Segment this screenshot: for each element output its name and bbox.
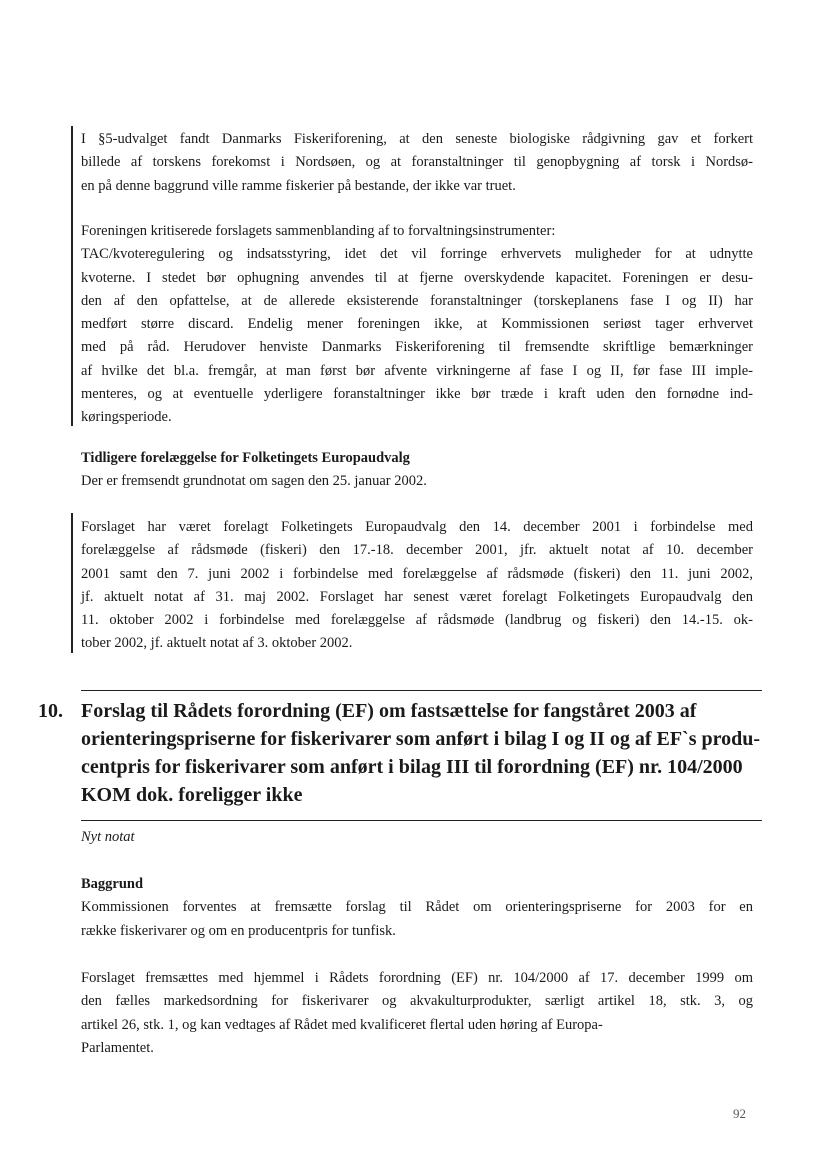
paragraph-foreningen	[81, 220, 753, 430]
change-bar-2	[71, 513, 73, 653]
text-line: tober 2002, jf. aktuelt notat af 3. oktober 2002.	[81, 635, 353, 652]
text-line: Forslaget fremsættes med hjemmel i Rådets forordning (EF) nr. 104/2000 af 17. december 1999 om	[81, 970, 753, 986]
text-line: den fælles markedsordning for fiskerivarer og akvakulturprodukter, særligt artikel 18, stk. 3, og	[81, 993, 753, 1010]
section-rule-top	[81, 690, 762, 691]
text-line: billede af torskens forekomst i Nordsøen, og at foranstaltninger til genopbygning af torsk i Nordsø-	[81, 154, 753, 171]
paragraph-hjemmel	[81, 967, 753, 1060]
text-line: kvoterne. I stedet bør ophugning anvendes til at fjerne overskydende kapacitet. Foreningen er desu-	[81, 269, 753, 286]
text-line: medført større discard. Endelig mener foreningen ikke, at Kommissionen seriøst tager erhvervet	[81, 316, 753, 333]
text-line: med på råd. Herudover henviste Danmarks Fiskeriforening til fremsendte skriftlige bemærkninger	[81, 339, 753, 356]
section-subheading: Tidligere forelæggelse for Folketingets Europaudvalg	[81, 450, 410, 466]
page-number: 92	[733, 1106, 746, 1121]
text-line: I §5-udvalget fandt Danmarks Fiskeriforening, at den seneste biologiske rådgivning gav et forkert	[81, 131, 753, 147]
text-line: Der er fremsendt grundnotat om sagen den 25. januar 2002.	[81, 473, 427, 490]
section-title	[81, 697, 761, 809]
text-line: artikel 26, stk. 1, og kan vedtages af Rådet med kvalificeret flertal uden høring af Europa-	[81, 1016, 603, 1033]
change-bar-1	[71, 126, 73, 426]
text-line: Forslaget har været forelagt Folketingets Europaudvalg den 14. december 2001 i forbindelse med	[81, 519, 753, 535]
text-line: Kommissionen forventes at fremsætte forslag til Rådet om orienteringspriserne for 2003 for en	[81, 899, 753, 916]
section-rule-bottom	[81, 820, 762, 821]
paragraph-tidligere	[81, 447, 753, 494]
text-line: jf. aktuelt notat af 31. maj 2002. Forslaget har senest været forelagt Folketingets Europaudvalg den	[81, 588, 753, 605]
text-line: køringsperiode.	[81, 409, 172, 426]
section-title-line: Forslag til Rådets forordning (EF) om fastsættelse for fangståret 2003 af	[81, 700, 697, 722]
paragraph-baggrund	[81, 873, 753, 943]
text-line: 2001 samt den 7. juni 2002 i forbindelse med forelæggelse af rådsmøde (fiskeri) den 11. juni 2002,	[81, 565, 753, 582]
section-title-line: KOM dok. foreligger ikke	[81, 784, 303, 806]
text-line: menteres, og at eventuelle yderligere foranstaltninger ikke bør træde i kraft uden den fornødne ind-	[81, 386, 753, 403]
paragraph-udvalg	[81, 128, 753, 198]
section-title-line: orienteringspriserne for fiskerivarer som anført i bilag I og II og af EF`s produ-	[81, 728, 761, 750]
text-line: en på denne baggrund ville ramme fiskerier på bestande, der ikke var truet.	[81, 177, 516, 194]
text-line: af hvilke det bl.a. fremgår, at man først bør afvente virkningerne af fase I og II, før fase III imple-	[81, 362, 753, 379]
section-title-line: centpris for fiskerivarer som anført i bilag III til forordning (EF) nr. 104/2000	[81, 756, 743, 778]
section-number: 10.	[38, 700, 63, 722]
text-line: den af den opfattelse, at de allerede eksisterende foranstaltninger (torskeplanens fase I og II) har	[81, 292, 753, 309]
text-line: 11. oktober 2002 i forbindelse med forelæggelse af rådsmøde (landbrug og fiskeri) den 14.-15. ok-	[81, 612, 753, 629]
text-line: Foreningen kritiserede forslagets sammenblanding af to forvaltningsinstrumenter:	[81, 223, 556, 239]
text-line: Parlamentet.	[81, 1039, 154, 1056]
text-line: række fiskerivarer og om en producentpris for tunfisk.	[81, 922, 396, 939]
section-subheading: Baggrund	[81, 876, 144, 892]
text-line: TAC/kvoteregulering og indsatsstyring, idet det vil forringe erhvervets muligheder for at udnytte	[81, 246, 753, 263]
text-line: forelæggelse af rådsmøde (fiskeri) den 17.-18. december 2001, jfr. aktuelt notat af 10. december	[81, 542, 753, 559]
note-label: Nyt notat	[81, 829, 135, 845]
paragraph-forelagt	[81, 516, 753, 656]
